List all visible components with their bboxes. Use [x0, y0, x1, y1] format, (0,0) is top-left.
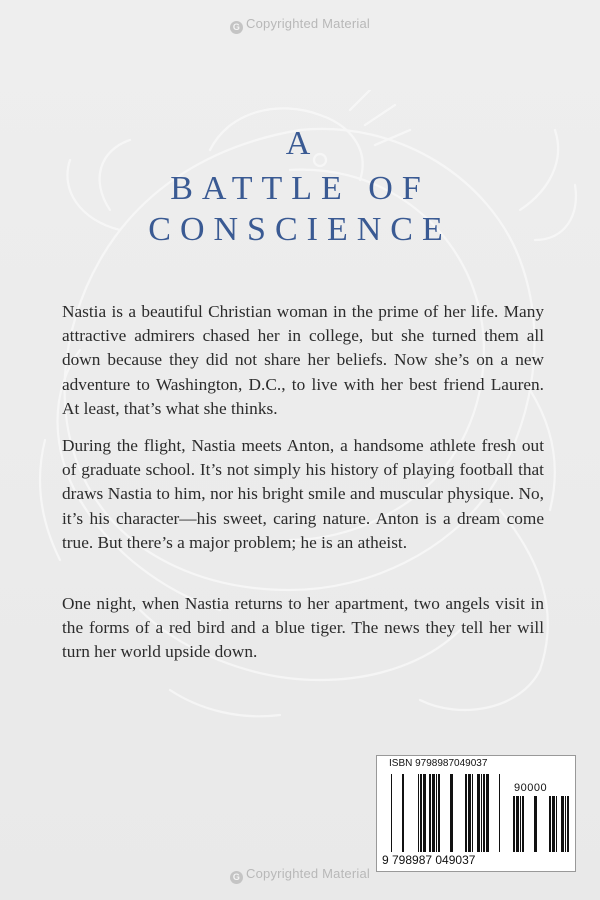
blurb-paragraph-3: One night, when Nastia returns to her apartment, two angels visit in the forms of a red bird and a blue tiger. The news they tell her will turn her world upside down. [62, 594, 544, 662]
isbn-barcode [376, 755, 576, 872]
blurb-paragraph-1: Nastia is a beautiful Christian woman in the prime of her life. Many attractive admirers chased her in college, but she turned them all down because they did not share her beliefs. Now she’s on a new adventure to Washington, D.C., to live with her best friend Lauren. At least, that’s what she thinks. [62, 302, 544, 418]
book-title-line-1: A [285, 125, 315, 162]
book-title-line-2: BATTLE OF [170, 170, 430, 207]
watermark-text-top: Copyrighted Material [246, 16, 370, 31]
google-g-icon: G [230, 871, 243, 884]
google-g-icon: G [230, 21, 243, 34]
isbn-digits: 9 798987 049037 [382, 853, 476, 867]
book-title-line-3: CONSCIENCE [148, 211, 452, 248]
isbn-label: ISBN 9798987049037 [389, 758, 488, 769]
copyright-watermark-bottom [0, 866, 600, 884]
watermark-text-bottom: Copyrighted Material [246, 866, 370, 881]
blurb-paragraph-2: During the flight, Nastia meets Anton, a handsome athlete fresh out of graduate school. It’s not simply his history of playing football that draws Nastia to him, nor his bright smile and muscular physique. No, it’s his character—his sweet, caring nature. Anton is a dream come true. But there’s a major problem; he is an atheist. [62, 436, 544, 552]
copyright-watermark-top [0, 16, 600, 34]
price-code: 90000 [514, 782, 548, 794]
